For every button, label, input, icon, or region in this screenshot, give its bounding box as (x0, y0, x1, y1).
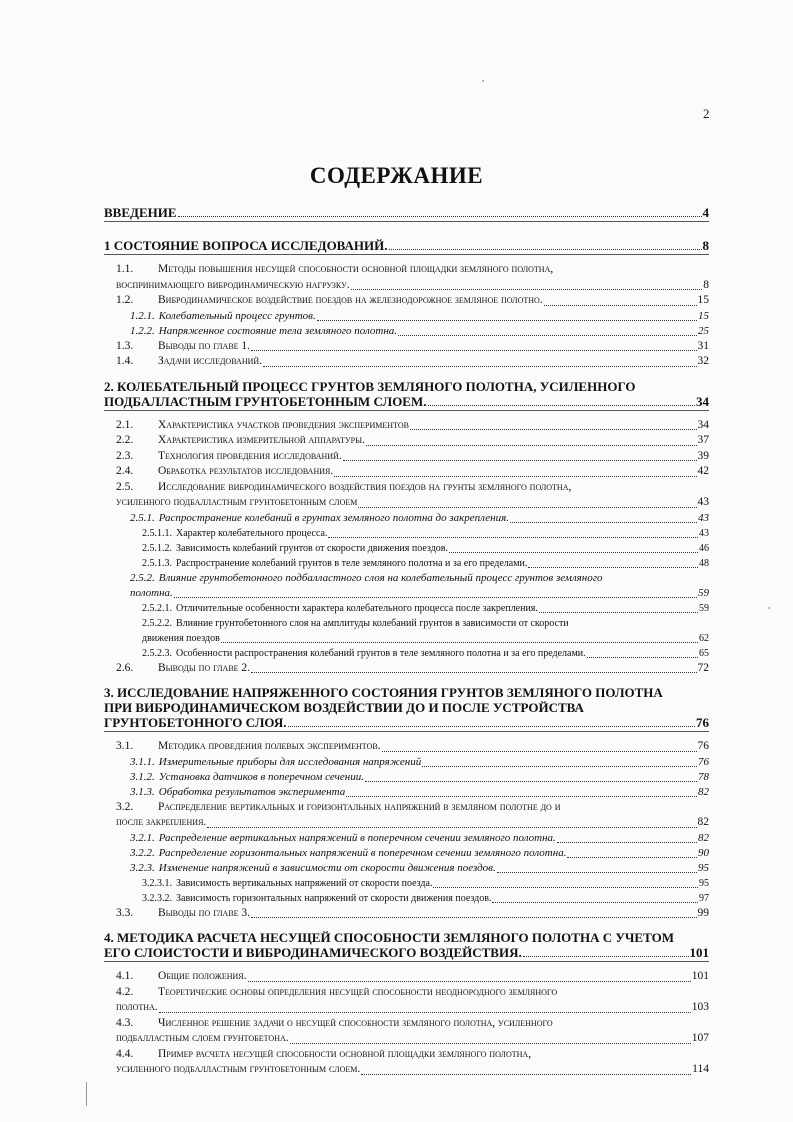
toc-entry-title-continued: движения поездов (142, 632, 220, 644)
toc-entry-leader-line (142, 556, 709, 571)
toc-entry-title: Отличительные особенности характера колебательного процесса после закрепления. (176, 602, 538, 614)
toc-entry-page: 8 (703, 278, 709, 291)
toc-entry-line (142, 616, 709, 631)
toc-entry-leader-line (130, 511, 709, 526)
toc-entry-line (116, 1047, 709, 1063)
toc-entry-title: Зависимость вертикальных напряжений от скорости поезда. (176, 877, 433, 889)
toc-entry-page: 8 (702, 238, 709, 253)
toc-section (104, 739, 709, 755)
toc-entry-title: Распределение вертикальных напряжений в поперечном сечении земляного полотна. (158, 831, 556, 844)
toc-section (104, 985, 709, 1016)
toc-entry-title: ВВЕДЕНИЕ (104, 205, 177, 220)
toc-entry-title: Распределение вертикальных и горизонтальных напряжений в земляном полотне до и (158, 800, 561, 813)
toc-entry-leader-line (116, 293, 709, 309)
toc-entry-line (104, 379, 709, 394)
toc-entry-label (116, 969, 247, 985)
toc-entry-label (130, 755, 421, 770)
dot-leader (328, 536, 698, 538)
toc-entry-title: Распространение колебаний в грунтах земляного полотна до закрепления. (158, 511, 509, 524)
toc-entry-title-continued: после закрепления. (116, 816, 207, 828)
toc-entry-leader-line (142, 601, 709, 616)
toc-subsection (104, 831, 709, 846)
toc-entry-title: Характеристика участков проведения экспериментов (158, 418, 409, 431)
toc-entry-number: 2.5.1.2. (142, 542, 172, 554)
dot-leader (389, 248, 702, 250)
toc-entry-page: 76 (696, 715, 709, 730)
toc-entry-number: 3.2.3.1. (142, 877, 172, 889)
toc-subsection (104, 324, 709, 339)
toc-subsubsection (104, 601, 709, 616)
toc-entry-label (142, 876, 432, 891)
toc-entry-leader-line (130, 755, 709, 770)
toc-section (104, 449, 709, 465)
toc-entry-page: 114 (692, 1063, 709, 1075)
toc-entry-title-continued: воспринимающего вибродинамическую нагрузку. (116, 278, 350, 291)
toc-entry-label (130, 511, 509, 526)
toc-entry-label (130, 770, 364, 785)
toc-entry-page: 72 (697, 661, 709, 674)
toc-section (104, 906, 709, 922)
toc-section (104, 969, 709, 985)
toc-entry-title-continued: ЕГО СЛОИСТОСТИ И ВИБРОДИНАМИЧЕСКОГО ВОЗДЕЙСТВИЯ. (104, 945, 522, 960)
toc-entry-title: Характеристика измерительной аппаратуры. (158, 434, 365, 446)
toc-entry-page: 43 (699, 527, 709, 539)
toc-entry-number: 3.2. (116, 800, 134, 813)
toc-entry-number: 4.1. (116, 970, 134, 982)
toc-entry-page: 48 (699, 557, 709, 569)
toc-chapter (104, 685, 709, 730)
toc-entry-leader-line (116, 1000, 709, 1016)
toc-chapter (104, 238, 709, 253)
toc-entry-label (104, 205, 177, 220)
toc-entry-line (116, 1016, 709, 1032)
toc-entry-leader-line (142, 541, 709, 556)
toc-entry-title: Исследование вибродинамического воздействия поездов на грунты земляного полотна, (158, 480, 572, 493)
toc-entry-leader-line (130, 586, 709, 601)
toc-entry-line (104, 930, 709, 945)
toc-entry-page: 82 (698, 785, 709, 798)
toc-entry-page: 46 (699, 542, 709, 554)
toc-entry-page: 43 (698, 511, 709, 524)
toc-entry-label (142, 526, 327, 541)
toc-entry-leader-line (142, 646, 709, 661)
dot-leader (248, 980, 691, 982)
toc-section (104, 661, 709, 677)
toc-entry-page: 4 (702, 205, 709, 220)
toc-entry-leader-line (130, 324, 709, 339)
toc-entry-title-continued: усиленного подбалластным грунтобетонным слоем. (116, 1063, 361, 1075)
dot-leader (346, 795, 697, 797)
table-of-contents (104, 205, 709, 1078)
toc-entry-page: 59 (698, 586, 709, 599)
toc-entry-number: 4.3. (116, 1016, 134, 1029)
dot-leader (422, 765, 697, 767)
toc-entry-page: 59 (699, 602, 709, 614)
toc-entry-number: 3.1. (116, 740, 134, 752)
toc-entry-title: Влияние грунтобетонного подбалластного слоя на колебательный процесс грунтов земляного (158, 571, 603, 584)
toc-entry-leader-line (116, 969, 709, 985)
toc-section (104, 354, 709, 370)
toc-entry-title-continued: усиленного подбалластным грунтобетонным слоем (116, 496, 358, 508)
dot-leader (221, 641, 698, 643)
toc-entry-page: 82 (697, 816, 709, 828)
toc-entry-leader-line (142, 631, 709, 646)
toc-entry-page: 99 (697, 906, 709, 919)
toc-entry-number: 2.2. (116, 434, 134, 446)
toc-section (104, 339, 709, 355)
toc-entry-leader-line (104, 945, 709, 960)
toc-entry-page: 34 (697, 418, 709, 431)
dot-leader (251, 916, 696, 918)
toc-entry-page: 90 (698, 846, 709, 859)
toc-entry-line: ПРИ ВИБРОДИНАМИЧЕСКОМ ВОЗДЕЙСТВИИ ДО И ПОСЛЕ УСТРОЙСТВА (104, 700, 584, 715)
toc-entry-leader-line (104, 715, 709, 730)
toc-entry-title-continued: полотна. (116, 1001, 158, 1013)
dot-leader (334, 475, 696, 477)
toc-entry-page: 15 (698, 309, 709, 322)
toc-entry-leader-line (130, 831, 709, 846)
scan-margin-mark (86, 1082, 87, 1106)
toc-entry-page: 78 (698, 770, 709, 783)
toc-entry-number: 1.4. (116, 355, 134, 367)
toc-entry-title: 2. КОЛЕБАТЕЛЬНЫЙ ПРОЦЕСС ГРУНТОВ ЗЕМЛЯНОГО ПОЛОТНА, УСИЛЕННОГО (104, 378, 636, 394)
dot-leader (587, 656, 698, 658)
toc-entry-leader-line (104, 394, 709, 409)
toc-entry-title: Методика проведения полевых экспериментов. (158, 740, 381, 752)
toc-entry-page: 32 (697, 355, 709, 367)
toc-entry-number: 1.3. (116, 339, 134, 352)
toc-entry-number: 2.5.2.2. (142, 617, 172, 629)
toc-entry-leader-line (116, 906, 709, 922)
dot-leader (449, 551, 698, 553)
toc-entry-page: 82 (698, 831, 709, 844)
toc-entry-title: Пример расчета несущей способности основной площадки земляного полотна, (158, 1047, 532, 1060)
toc-subsubsection (104, 556, 709, 571)
toc-entry-label (130, 785, 345, 800)
toc-entry-title: Измерительные приборы для исследования напряжений (158, 755, 422, 768)
toc-entry-page: 65 (699, 647, 709, 659)
toc-entry-title-continued: ПОДБАЛЛАСТНЫМ ГРУНТОБЕТОННЫМ СЛОЕМ. (104, 393, 427, 409)
dot-leader (290, 1042, 691, 1044)
dot-leader (510, 521, 697, 523)
toc-entry-title: Установка датчиков в поперечном сечении. (158, 770, 364, 783)
toc-entry-number: 2.3. (116, 449, 134, 462)
toc-entry-title: 4. МЕТОДИКА РАСЧЕТА НЕСУЩЕЙ СПОСОБНОСТИ ЗЕМЛЯНОГО ПОЛОТНА С УЧЕТОМ (104, 930, 674, 945)
toc-entry-leader-line (116, 1062, 709, 1078)
toc-entry-title: Характер колебательного процесса. (176, 527, 328, 539)
toc-entry-leader-line (116, 1031, 709, 1047)
toc-entry-leader-line (116, 739, 709, 755)
toc-entry-leader-line (130, 846, 709, 861)
toc-entry-title: Напряженное состояние тела земляного полотна. (158, 324, 398, 337)
dot-leader (433, 886, 698, 888)
toc-entry-number: 3.1.3. (130, 785, 155, 798)
toc-subsection (104, 861, 709, 876)
toc-subsection (104, 511, 709, 526)
toc-entry-leader-line (142, 891, 709, 906)
toc-subsubsection (104, 541, 709, 556)
dot-leader (557, 841, 697, 843)
toc-entry-title: Обработка результатов исследования. (158, 465, 334, 477)
toc-entry-label (116, 661, 250, 677)
toc-entry-label (130, 324, 397, 339)
toc-entry-number: 1.2.1. (130, 309, 155, 322)
toc-entry-label (142, 646, 586, 661)
toc-chapter (104, 205, 709, 220)
toc-entry-title: Численное решение задачи о несущей способности земляного полотна, усиленного (158, 1016, 553, 1029)
toc-entry-number: 1.2.2. (130, 324, 155, 337)
toc-chapter (104, 930, 709, 960)
toc-entry-label (116, 293, 543, 309)
toc-entry-page: 62 (699, 632, 709, 644)
toc-subsection (104, 770, 709, 785)
toc-section (104, 262, 709, 293)
toc-entry-page: 95 (698, 861, 709, 874)
toc-subsubsection (104, 876, 709, 891)
chapter-rule (104, 221, 709, 222)
toc-entry-title: Обработка результатов эксперимента (158, 785, 346, 798)
toc-entry-page: 101 (689, 945, 709, 960)
toc-entry-title: Теоретические основы определения несущей способности неоднородного земляного (158, 985, 558, 998)
toc-entry-leader-line (130, 861, 709, 876)
toc-entry-leader-line (104, 205, 709, 220)
dot-leader (544, 304, 697, 306)
toc-entry-title: Распространение колебаний грунтов в теле земляного полотна и за его пределами. (176, 557, 528, 569)
toc-entry-line (116, 262, 709, 278)
toc-entry-line (116, 985, 709, 1001)
dot-leader (365, 780, 697, 782)
toc-entry-title-continued: подбалластным слоем грунтобетона. (116, 1032, 289, 1044)
toc-entry-page: 42 (697, 465, 709, 477)
toc-entry-label (104, 238, 388, 253)
toc-entry-title-continued: полотна. (130, 586, 173, 599)
toc-entry-title-continued: ГРУНТОБЕТОННОГО СЛОЯ. (104, 715, 287, 730)
toc-entry-line (116, 480, 709, 496)
dot-leader (567, 856, 697, 858)
toc-entry-leader-line (116, 661, 709, 677)
toc-entry-leader-line (130, 785, 709, 800)
toc-entry-title: Зависимость колебаний грунтов от скорости движения поездов. (176, 542, 448, 554)
toc-entry-label (116, 449, 342, 465)
dot-leader (428, 404, 696, 406)
toc-section (104, 418, 709, 434)
toc-entry-label (130, 309, 316, 324)
scan-speck (482, 80, 484, 82)
toc-entry-label (142, 601, 538, 616)
toc-entry-page: 15 (697, 294, 709, 306)
dot-leader (251, 349, 696, 351)
toc-entry-leader-line (116, 449, 709, 465)
toc-entry-label (116, 418, 409, 434)
toc-entry-leader-line (116, 418, 709, 434)
toc-entry-leader-line (116, 278, 709, 294)
dot-leader (317, 319, 697, 321)
chapter-rule (104, 254, 709, 255)
dot-leader (288, 725, 695, 727)
dot-leader (159, 1011, 691, 1013)
toc-entry-title: Методы повышения несущей способности основной площадки земляного полотна, (158, 263, 554, 275)
toc-section (104, 800, 709, 831)
toc-entry-title: Распределение горизонтальных напряжений в поперечном сечении земляного полотна. (158, 846, 567, 859)
toc-entry-title: Изменение напряжений в зависимости от скорости движения поездов. (158, 861, 496, 874)
toc-subsection (104, 309, 709, 324)
dot-leader (207, 826, 696, 828)
dot-leader (492, 901, 698, 903)
chapter-rule (104, 410, 709, 411)
toc-subsection (104, 785, 709, 800)
toc-entry-number: 2.1. (116, 418, 134, 431)
toc-section (104, 464, 709, 480)
toc-entry-number: 2.6. (116, 661, 134, 674)
toc-entry-leader-line (130, 309, 709, 324)
dot-leader (410, 428, 697, 430)
toc-entry-page: 39 (697, 449, 709, 462)
toc-entry-leader-line (116, 433, 709, 449)
dot-leader (174, 596, 697, 598)
toc-entry-number: 2.4. (116, 465, 134, 477)
toc-entry-line (130, 571, 709, 586)
dot-leader (251, 671, 696, 673)
toc-section (104, 293, 709, 309)
chapter-rule (104, 961, 709, 962)
toc-entry-page: 95 (699, 877, 709, 889)
dot-leader (497, 871, 697, 873)
toc-entry-title: 3. ИССЛЕДОВАНИЕ НАПРЯЖЕННОГО СОСТОЯНИЯ ГРУНТОВ ЗЕМЛЯНОГО ПОЛОТНА (104, 685, 663, 700)
toc-entry-number: 3.2.3.2. (142, 892, 172, 904)
dot-leader (528, 566, 698, 568)
toc-entry-number: 2.5.2. (130, 571, 155, 584)
toc-entry-line (116, 800, 709, 816)
toc-entry-title: Вибродинамическое воздействие поездов на железнодорожное земляное полотно. (158, 294, 543, 306)
toc-entry-leader-line (116, 495, 709, 511)
toc-entry-leader-line (116, 354, 709, 370)
toc-subsubsection (104, 616, 709, 646)
toc-entry-number: 1.2. (116, 294, 134, 306)
dot-leader (366, 444, 697, 446)
scan-speck (768, 607, 770, 609)
toc-entry-leader-line (104, 238, 709, 253)
toc-entry-label (116, 354, 262, 370)
dot-leader (398, 334, 697, 336)
toc-subsubsection (104, 891, 709, 906)
toc-entry-number: 2.5.1. (130, 511, 155, 524)
toc-section (104, 433, 709, 449)
toc-entry-page: 76 (698, 755, 709, 768)
toc-entry-page: 101 (691, 970, 709, 982)
toc-entry-page: 25 (698, 324, 709, 337)
chapter-rule (104, 731, 709, 732)
toc-entry-number: 3.3. (116, 906, 134, 919)
toc-entry-title: 1 СОСТОЯНИЕ ВОПРОСА ИССЛЕДОВАНИЙ. (104, 238, 388, 253)
toc-entry-label (130, 861, 496, 876)
toc-entry-label (142, 556, 527, 571)
toc-section (104, 1047, 709, 1078)
toc-entry-number: 3.2.3. (130, 861, 155, 874)
toc-entry-label (142, 891, 491, 906)
dot-leader (263, 365, 696, 367)
toc-entry-number: 3.2.1. (130, 831, 155, 844)
toc-subsection (104, 846, 709, 861)
toc-entry-title: Выводы по главе 1. (158, 339, 251, 352)
toc-entry-leader-line (116, 815, 709, 831)
dot-leader (178, 215, 702, 217)
page-number: 2 (703, 106, 710, 121)
toc-entry-label (116, 464, 333, 480)
toc-entry-title: Общие положения. (158, 970, 247, 982)
toc-subsection (104, 571, 709, 601)
toc-entry-label (116, 906, 250, 922)
toc-entry-title: Задачи исследований. (158, 355, 263, 367)
toc-section (104, 480, 709, 511)
dot-leader (351, 288, 703, 290)
toc-entry-leader-line (142, 876, 709, 891)
toc-entry-number: 2.5. (116, 480, 134, 493)
toc-entry-number: 4.4. (116, 1047, 134, 1060)
toc-entry-page: 34 (696, 393, 709, 409)
toc-entry-title: Особенности распространения колебаний грунтов в теле земляного полотна и за его пределами. (176, 647, 586, 659)
toc-entry-title: Влияние грунтобетонного слоя на амплитуды колебаний грунтов в зависимости от скорости (176, 617, 569, 629)
toc-entry-title: Зависимость горизонтальных напряжений от скорости движения поездов. (176, 892, 492, 904)
toc-section (104, 1016, 709, 1047)
toc-entry-label (142, 541, 448, 556)
toc-entry-number: 2.5.2.1. (142, 602, 172, 614)
toc-entry-number: 2.5.1.1. (142, 527, 172, 539)
toc-entry-page: 37 (697, 434, 709, 446)
toc-entry-number: 1.1. (116, 263, 134, 275)
toc-subsubsection (104, 646, 709, 661)
toc-entry-number: 4.2. (116, 985, 134, 998)
toc-entry-number: 2.5.2.3. (142, 647, 172, 659)
toc-entry-label (116, 433, 365, 449)
toc-entry-page: 31 (697, 339, 709, 352)
toc-entry-page: 76 (697, 740, 709, 752)
toc-entry-title: Технология проведения исследований. (158, 449, 342, 462)
dot-leader (358, 506, 696, 508)
toc-subsubsection (104, 526, 709, 541)
page-title: СОДЕРЖАНИЕ (309, 163, 484, 188)
dot-leader (382, 750, 697, 752)
dot-leader (361, 1073, 691, 1075)
toc-chapter (104, 379, 709, 409)
toc-entry-title: Колебательный процесс грунтов. (158, 309, 316, 322)
toc-entry-page: 107 (691, 1032, 709, 1044)
toc-entry-label (116, 339, 250, 355)
dot-leader (343, 459, 697, 461)
toc-entry-title: Выводы по главе 3. (158, 906, 251, 919)
toc-entry-number: 2.5.1.3. (142, 557, 172, 569)
toc-entry-leader-line (130, 770, 709, 785)
dot-leader (539, 611, 698, 613)
toc-entry-number: 3.1.2. (130, 770, 155, 783)
toc-entry-leader-line (116, 339, 709, 355)
toc-entry-number: 3.2.2. (130, 846, 155, 859)
toc-entry-label (130, 831, 556, 846)
toc-entry-title: Выводы по главе 2. (158, 661, 251, 674)
dot-leader (523, 955, 689, 957)
toc-entry-number: 3.1.1. (130, 755, 155, 768)
toc-entry-page: 97 (699, 892, 709, 904)
toc-entry-label (116, 739, 381, 755)
toc-entry-page: 43 (697, 496, 709, 508)
toc-entry-page: 103 (691, 1001, 709, 1013)
toc-entry-leader-line (142, 526, 709, 541)
toc-entry-leader-line (116, 464, 709, 480)
toc-entry-label (130, 846, 566, 861)
toc-subsection (104, 755, 709, 770)
toc-entry-line (104, 685, 709, 700)
